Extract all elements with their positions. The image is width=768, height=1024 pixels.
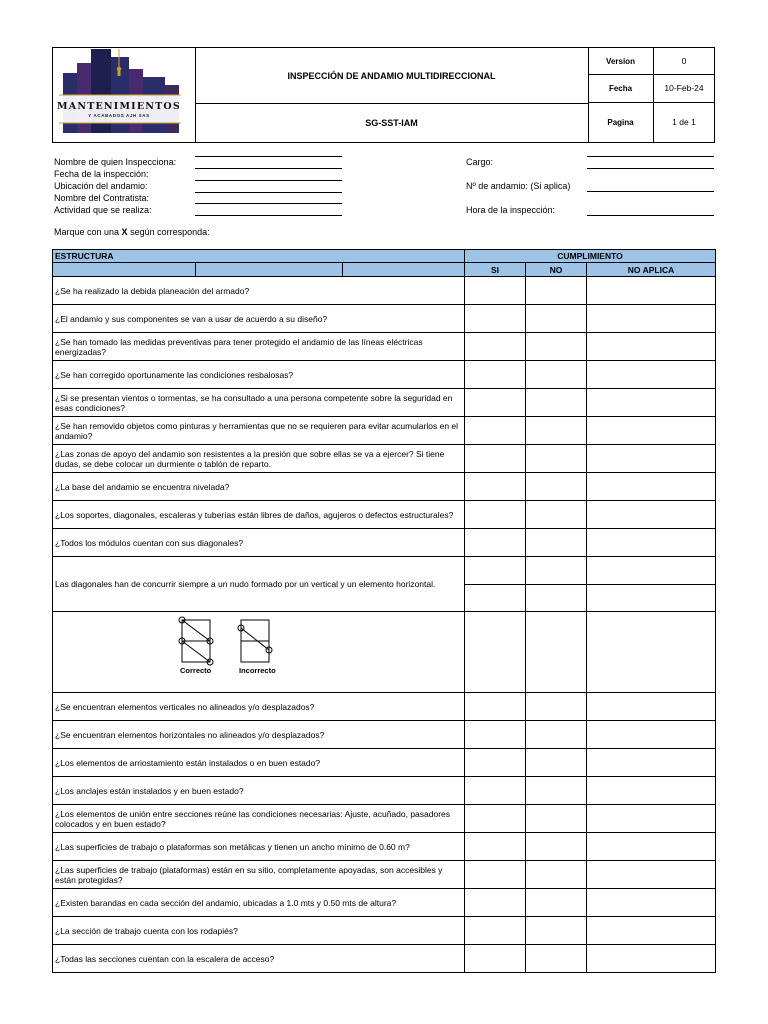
answer-no-cell[interactable]: [526, 749, 587, 777]
answer-na-cell[interactable]: [587, 277, 716, 305]
question-text: ¿La base del andamio se encuentra nivelada?: [53, 473, 465, 501]
answer-si-cell[interactable]: [465, 693, 526, 721]
answer-si-cell[interactable]: [465, 445, 526, 473]
question-text: ¿Existen barandas en cada sección del andamio, ubicadas a 1.0 mts y 0.50 mts de altura?: [53, 889, 465, 917]
logo-brand-text: MANTENIMIENTOS: [57, 101, 181, 112]
question-text: ¿Los anclajes están instalados y en buen estado?: [53, 777, 465, 805]
checklist-table: [52, 249, 716, 973]
page-label: Pagina: [588, 102, 654, 142]
position-field[interactable]: [587, 156, 714, 157]
answer-na-cell[interactable]: [587, 721, 716, 749]
answer-no-cell[interactable]: [526, 501, 587, 529]
diagonal-note: Las diagonales han de concurrir siempre a un nudo formado por un vertical y un elemento horizontal.: [53, 557, 465, 612]
instruction-text: [54, 227, 210, 237]
answer-no-cell[interactable]: [526, 805, 587, 833]
answer-si-cell[interactable]: [465, 361, 526, 389]
answer-si-cell[interactable]: [465, 721, 526, 749]
answer-si-cell[interactable]: [465, 333, 526, 361]
document-meta: [588, 48, 714, 142]
answer-si-cell[interactable]: [465, 417, 526, 445]
table-row: [53, 833, 716, 861]
answer-si-cell[interactable]: [465, 305, 526, 333]
table-row: [53, 473, 716, 501]
structure-header: ESTRUCTURA: [53, 250, 465, 263]
answer-na-cell[interactable]: [587, 945, 716, 973]
question-text: ¿Se encuentran elementos horizontales no alineados y/o desplazados?: [53, 721, 465, 749]
diagonal-diagram: [176, 616, 286, 676]
diagonal-diagram-cell: [53, 612, 465, 693]
answer-na-cell[interactable]: [587, 529, 716, 557]
answer-si-cell[interactable]: [465, 277, 526, 305]
answer-no-cell[interactable]: [526, 389, 587, 417]
answer-no-cell[interactable]: [526, 693, 587, 721]
diagram-correct-label: Correcto: [180, 666, 212, 675]
answer-si-cell[interactable]: [465, 529, 526, 557]
answer-no-cell[interactable]: [526, 557, 587, 585]
answer-no-cell[interactable]: [526, 721, 587, 749]
answer-na-cell[interactable]: [587, 777, 716, 805]
answer-no-cell[interactable]: [526, 777, 587, 805]
inspection-time-label: Hora de la inspección:: [466, 205, 556, 215]
answer-si-cell[interactable]: [465, 777, 526, 805]
date-label: Fecha: [588, 74, 654, 102]
table-row: [53, 805, 716, 833]
diagram-row: [53, 612, 716, 693]
location-field[interactable]: [195, 180, 342, 181]
scaffold-number-label: Nº de andamio: (Si aplica): [466, 181, 571, 191]
table-row: [53, 445, 716, 473]
table-row: [53, 777, 716, 805]
table-row: [53, 389, 716, 417]
answer-si-cell[interactable]: [465, 861, 526, 889]
answer-na-cell[interactable]: [587, 305, 716, 333]
version-value: 0: [681, 56, 687, 66]
question-text: ¿Todas las secciones cuentan con la escalera de acceso?: [53, 945, 465, 973]
question-text: ¿Se encuentran elementos verticales no alineados y/o desplazados?: [53, 693, 465, 721]
answer-na-cell[interactable]: [587, 501, 716, 529]
table-row: [53, 917, 716, 945]
meta-version-row: [588, 48, 714, 75]
question-text: ¿Las zonas de apoyo del andamio son resistentes a la presión que sobre ellas se va a ejercer? Si tiene dudas, se debe colocar un durmiente o tablón de reparto.: [53, 445, 465, 473]
table-row: [53, 417, 716, 445]
answer-na-cell[interactable]: [587, 361, 716, 389]
answer-na-cell[interactable]: [587, 445, 716, 473]
answer-si-cell[interactable]: [465, 501, 526, 529]
table-row: [53, 889, 716, 917]
instruction-before: Marque con una: [54, 227, 122, 237]
question-text: ¿Las superficies de trabajo o plataformas son metálicas y tienen un ancho mínimo de 0.60 m?: [53, 833, 465, 861]
answer-no-cell[interactable]: [526, 889, 587, 917]
position-label: Cargo:: [466, 157, 494, 167]
answer-no-cell[interactable]: [526, 417, 587, 445]
question-text: ¿Se han tomado las medidas preventivas para tener protegido el andamio de las líneas eléctricas energizadas?: [53, 333, 465, 361]
table-row: [53, 721, 716, 749]
answer-no-cell[interactable]: [526, 861, 587, 889]
header-blank-1: [53, 263, 196, 277]
answer-no-cell[interactable]: [526, 277, 587, 305]
question-text: ¿Las superficies de trabajo (plataformas) están en su sitio, completamente apoyadas, son accesibles y están protegidas?: [53, 861, 465, 889]
answer-no-cell[interactable]: [526, 445, 587, 473]
answer-si-cell[interactable]: [465, 945, 526, 973]
answer-na-cell[interactable]: [587, 417, 716, 445]
answer-na-cell[interactable]: [587, 917, 716, 945]
header-blank-3: [343, 263, 465, 277]
table-row: [53, 861, 716, 889]
logo-cell: [53, 48, 196, 142]
answer-si-cell[interactable]: [465, 805, 526, 833]
activity-field[interactable]: [195, 215, 342, 216]
answer-si-cell[interactable]: [465, 917, 526, 945]
col-si-header: SI: [465, 263, 526, 277]
col-no-header: NO: [526, 263, 587, 277]
answer-si-cell[interactable]: [465, 389, 526, 417]
answer-no-cell[interactable]: [526, 833, 587, 861]
table-row: [53, 333, 716, 361]
scaffold-diagonal-diagram-icon: [176, 616, 286, 668]
question-text: ¿Los soportes, diagonales, escaleras y tuberías están libres de daños, agujeros o defectos estructurales?: [53, 501, 465, 529]
table-row: [53, 693, 716, 721]
answer-na-cell[interactable]: [587, 333, 716, 361]
answer-na-cell[interactable]: [587, 585, 716, 612]
answer-na-cell[interactable]: [587, 557, 716, 585]
date-value: 10-Feb-24: [664, 83, 704, 93]
question-text: ¿Se han corregido oportunamente las condiciones resbalosas?: [53, 361, 465, 389]
answer-no-cell[interactable]: [526, 305, 587, 333]
question-text: ¿La sección de trabajo cuenta con los rodapiés?: [53, 917, 465, 945]
scaffold-number-field[interactable]: [587, 191, 714, 192]
answer-na-cell[interactable]: [587, 805, 716, 833]
answer-na-cell[interactable]: [587, 861, 716, 889]
inspection-date-field[interactable]: [195, 168, 342, 169]
inspection-time-field[interactable]: [587, 215, 714, 216]
answer-si-cell[interactable]: [465, 557, 526, 585]
answer-na-cell[interactable]: [587, 693, 716, 721]
table-row: [53, 361, 716, 389]
table-row: [53, 945, 716, 973]
inspector-field[interactable]: [195, 156, 342, 157]
answer-na-cell[interactable]: [587, 833, 716, 861]
company-logo: [53, 49, 185, 139]
table-row: [53, 749, 716, 777]
position-field-2[interactable]: [587, 168, 714, 169]
question-text: ¿Se ha realizado la debida planeación del armado?: [53, 277, 465, 305]
contractor-label: Nombre del Contratista:: [54, 193, 150, 203]
answer-no-cell[interactable]: [526, 529, 587, 557]
activity-label: Actividad que se realiza:: [54, 205, 152, 215]
answer-si-cell[interactable]: [465, 833, 526, 861]
instruction-after: según corresponda:: [127, 227, 210, 237]
question-text: ¿Todos los módulos cuentan con sus diagonales?: [53, 529, 465, 557]
table-row: [53, 501, 716, 529]
location-label: Ubicación del andamio:: [54, 181, 148, 191]
instruction-mark: X: [121, 227, 128, 237]
answer-si-cell[interactable]: [465, 889, 526, 917]
question-text: ¿Se han removido objetos como pinturas y herramientas que no se requieren para evitar acumularlos en el andamio?: [53, 417, 465, 445]
title-cell: [195, 48, 589, 142]
logo-buildings-icon: [53, 49, 185, 139]
inspection-date-label: Fecha de la inspección:: [54, 169, 149, 179]
question-text: ¿Los elementos de arriostamiento están instalados o en buen estado?: [53, 749, 465, 777]
answer-na-cell[interactable]: [587, 612, 716, 693]
answer-no-cell[interactable]: [526, 945, 587, 973]
question-text: ¿El andamio y sus componentes se van a usar de acuerdo a su diseño?: [53, 305, 465, 333]
answer-no-cell[interactable]: [526, 473, 587, 501]
inspector-label: Nombre de quien Inspecciona:: [54, 157, 177, 167]
answer-na-cell[interactable]: [587, 889, 716, 917]
answer-na-cell[interactable]: [587, 749, 716, 777]
page-value: 1 de 1: [672, 117, 696, 127]
answer-si-cell[interactable]: [465, 749, 526, 777]
question-text: ¿Los elementos de unión entre secciones reúne las condiciones necesarias: Ajuste, acuñado, pasadores colocados y en buen estado?: [53, 805, 465, 833]
answer-na-cell[interactable]: [587, 473, 716, 501]
contractor-field[interactable]: [195, 203, 342, 204]
answer-si-cell[interactable]: [465, 612, 526, 693]
answer-na-cell[interactable]: [587, 389, 716, 417]
table-row: [53, 277, 716, 305]
table-row: [53, 305, 716, 333]
answer-no-cell[interactable]: [526, 917, 587, 945]
location-field-2[interactable]: [195, 192, 342, 193]
table-header-row-2: [53, 263, 716, 277]
answer-si-cell[interactable]: [465, 473, 526, 501]
document-header: [52, 47, 715, 143]
table-header-row-1: [53, 250, 716, 263]
question-text: ¿Si se presentan vientos o tormentas, se ha consultado a una persona competente sobre la seguridad en esas condiciones?: [53, 389, 465, 417]
answer-si-cell[interactable]: [465, 585, 526, 612]
logo-sub-text: Y ACABADOS AJH SAS: [88, 113, 150, 118]
meta-page-row: [588, 102, 714, 142]
compliance-header: CUMPLIMIENTO: [465, 250, 716, 263]
table-row: [53, 529, 716, 557]
header-blank-2: [196, 263, 343, 277]
col-na-header: NO APLICA: [587, 263, 716, 277]
document-title: INSPECCIÓN DE ANDAMIO MULTIDIRECCIONAL: [195, 48, 588, 104]
table-row: [53, 557, 716, 585]
answer-no-cell[interactable]: [526, 585, 587, 612]
answer-no-cell[interactable]: [526, 333, 587, 361]
answer-no-cell[interactable]: [526, 612, 587, 693]
version-label: Version: [588, 48, 654, 74]
meta-date-row: [588, 74, 714, 103]
document-code: SG-SST-IAM: [365, 117, 418, 128]
diagram-incorrect-label: Incorrecto: [239, 666, 276, 675]
answer-no-cell[interactable]: [526, 361, 587, 389]
